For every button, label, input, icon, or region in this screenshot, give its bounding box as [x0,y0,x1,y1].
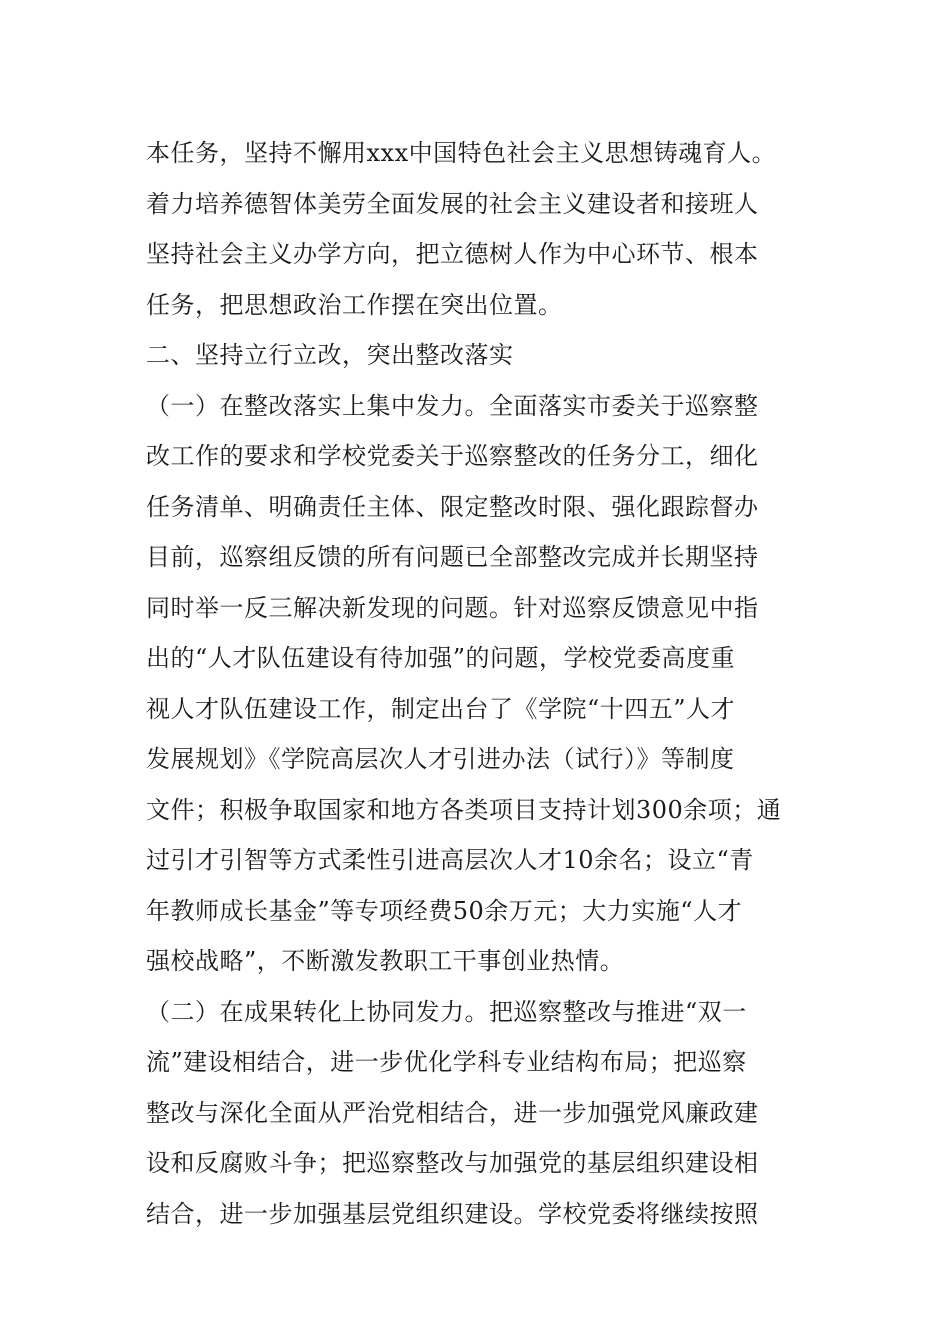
text-line: 过引才引智等方式柔性引进高层次人才10余名；设立“青 [146,846,754,874]
text-line: 强校战略”，不断激发教职工干事创业热情。 [146,947,625,975]
text-line: 目前，巡察组反馈的所有问题已全部整改完成并长期坚持 [146,543,759,571]
text-line: 任务，把思想政治工作摆在突出位置。 [146,290,563,319]
text-line: 结合，进一步加强基层党组织建设。学校党委将继续按照 [146,1199,759,1228]
text-line: （二）在成果转化上协同发力。把巡察整改与推进“双一 [146,997,747,1026]
text-line: 出的“人才队伍建设有待加强”的问题，学校党委高度重 [146,644,736,672]
text-line: （一）在整改落实上集中发力。全面落实市委关于巡察整 [146,391,759,420]
text-line: 流”建设相结合，进一步优化学科专业结构布局；把巡察 [146,1048,747,1076]
text-line: 着力培养德智体美劳全面发展的社会主义建设者和接班人 [146,189,759,218]
text-line: 坚持社会主义办学方向，把立德树人作为中心环节、根本 [146,240,759,268]
document-body [146,128,811,1239]
text-line: 改工作的要求和学校党委关于巡察整改的任务分工，细化 [146,442,759,470]
text-line: 视人才队伍建设工作，制定出台了《学院“十四五”人才 [146,694,736,723]
section-heading: 二、坚持立行立改，突出整改落实 [146,341,514,369]
text-line: 设和反腐败斗争；把巡察整改与加强党的基层组织建设相 [146,1149,759,1177]
text-line: 年教师成长基金”等专项经费50余万元；大力实施“人才 [146,896,743,925]
text-line: 发展规划》《学院高层次人才引进办法（试行）》等制度 [146,745,735,773]
text-line: 文件；积极争取国家和地方各类项目支持计划300余项；通 [146,795,782,824]
text-line: 整改与深化全面从严治党相结合，进一步加强党风廉政建 [146,1098,759,1127]
text-line: 同时举一反三解决新发现的问题。针对巡察反馈意见中指 [146,593,759,622]
text-line: 任务清单、明确责任主体、限定整改时限、强化跟踪督办 [146,492,759,521]
text-line: 本任务，坚持不懈用xxx中国特色社会主义思想铸魂育人。 [146,139,777,167]
